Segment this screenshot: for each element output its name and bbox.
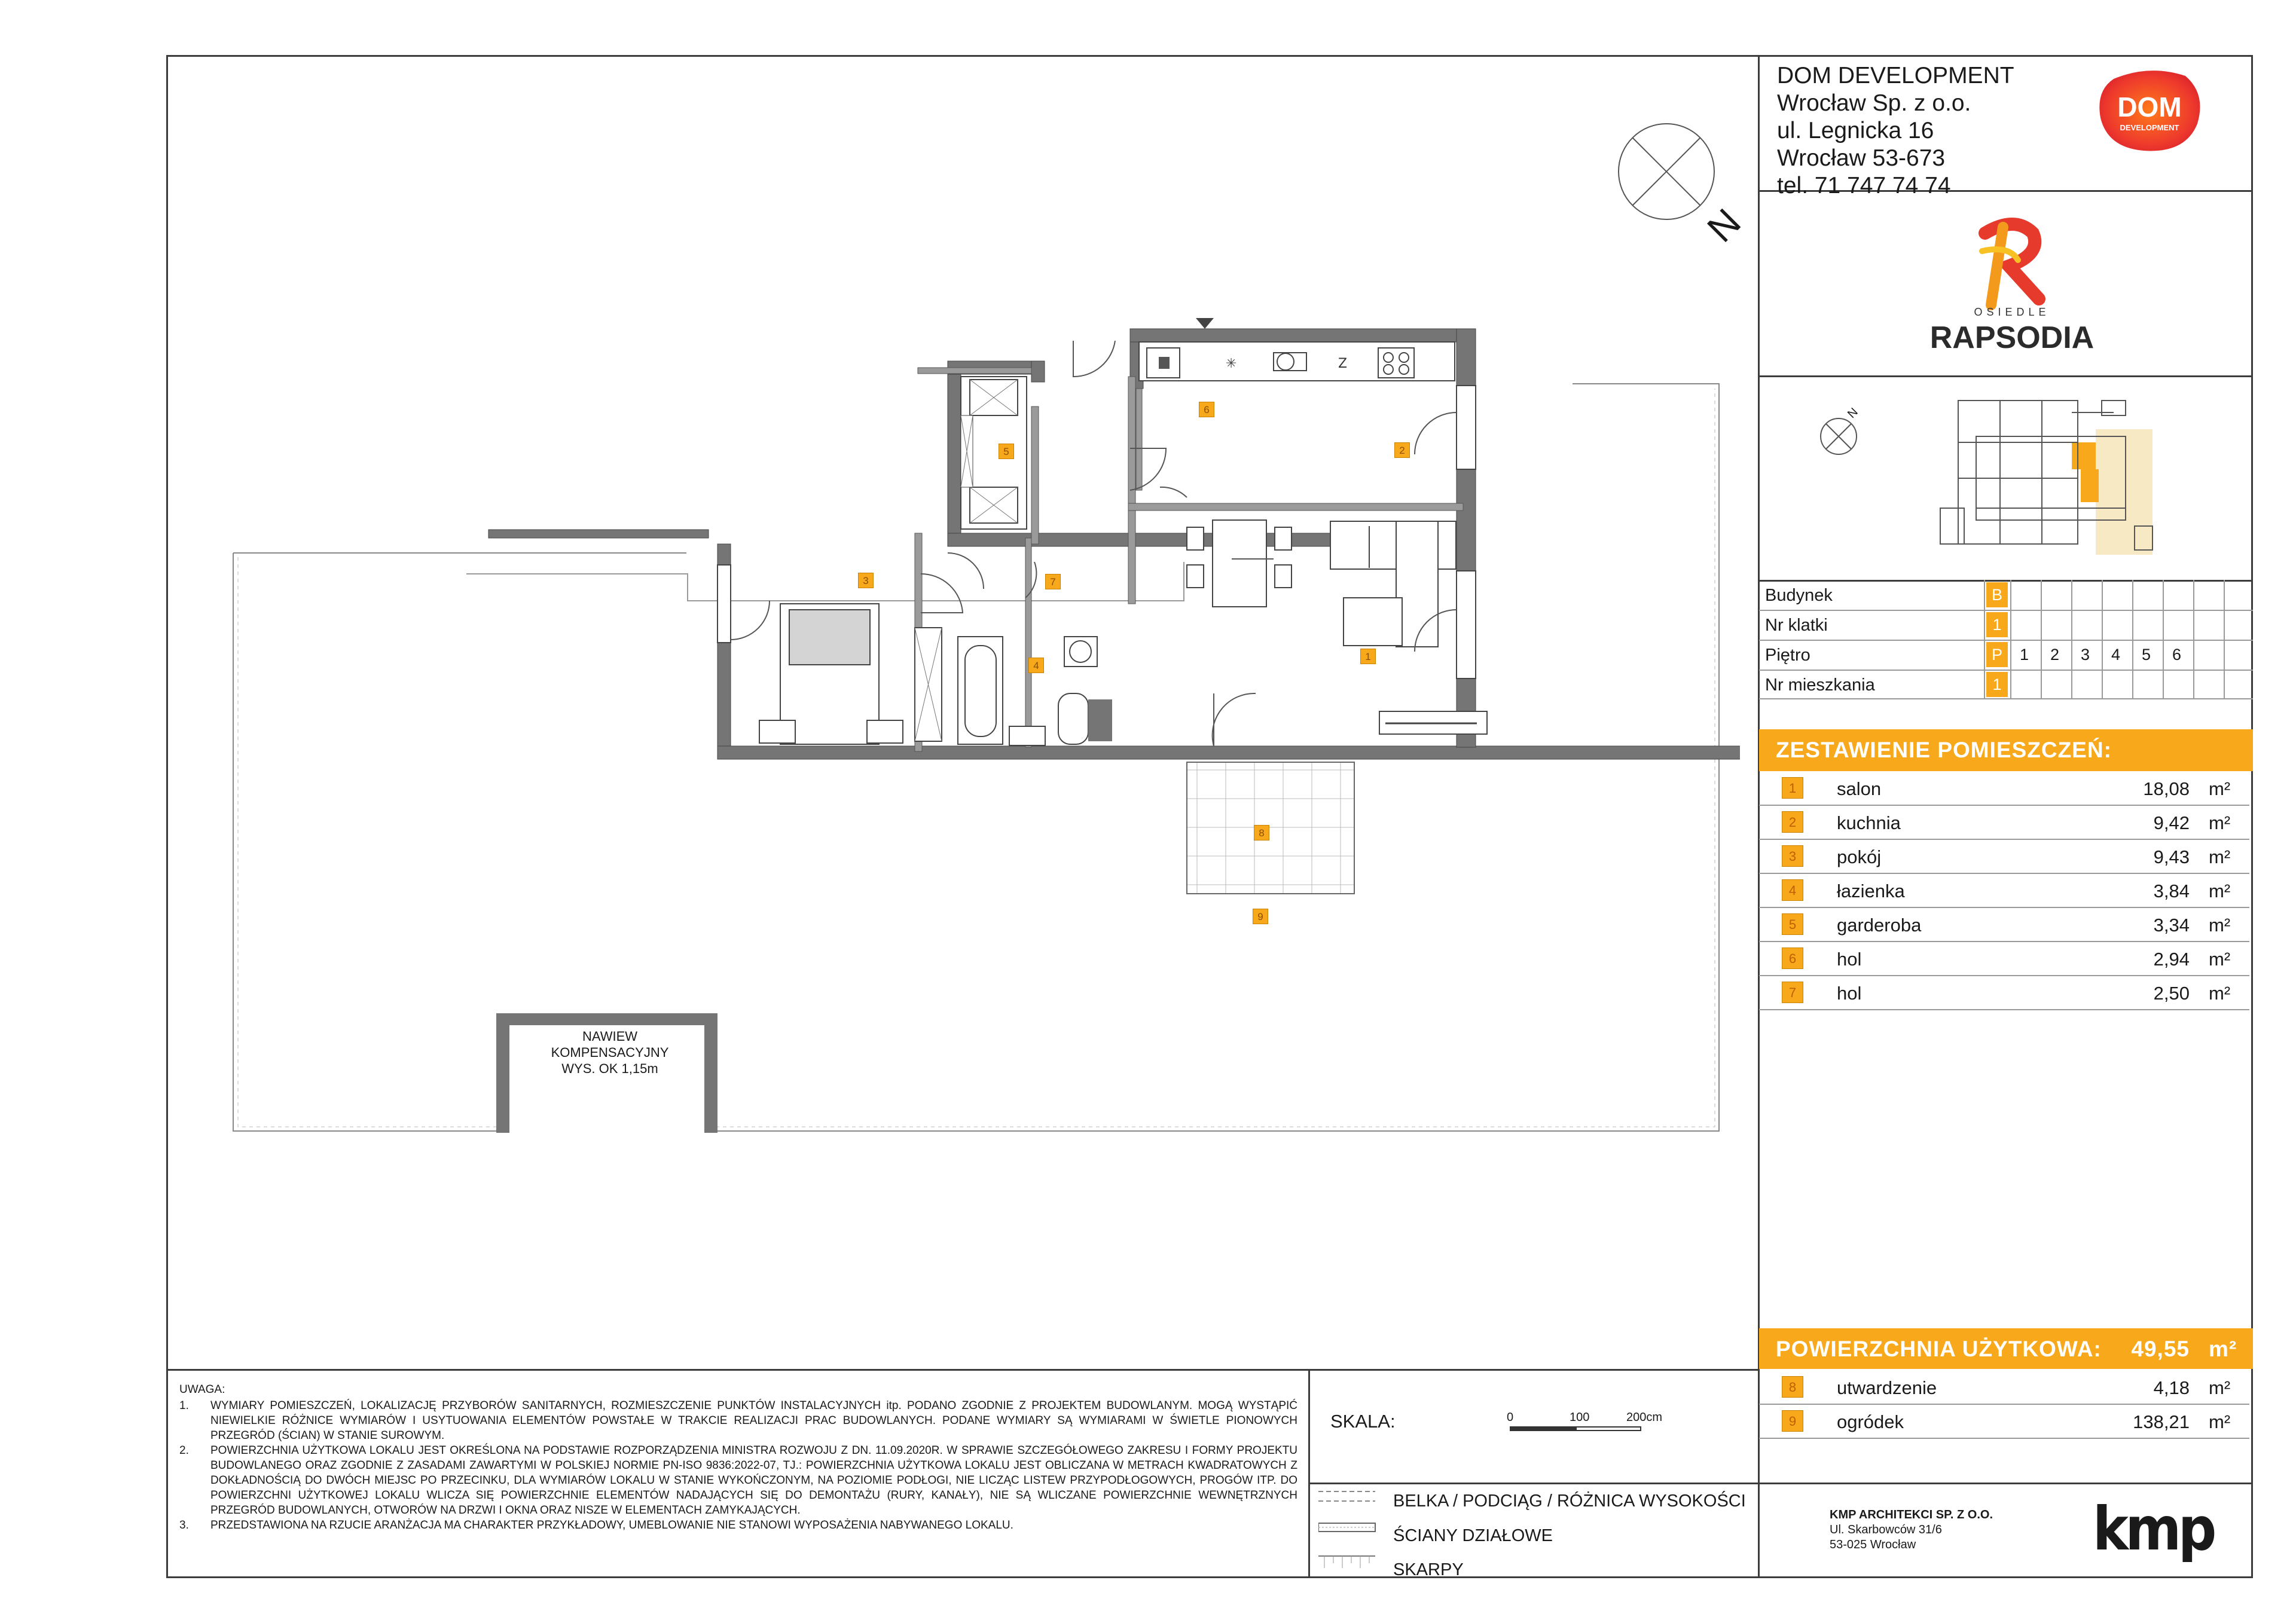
architect-name: KMP ARCHITEKCI SP. Z O.O. (1830, 1508, 1993, 1521)
scale-tick: 200cm (1626, 1411, 1663, 1424)
grid-line (2071, 580, 2072, 698)
room-area: 2,50 (2153, 983, 2190, 1004)
key-plan (1922, 389, 2233, 568)
developer-line: DOM DEVELOPMENT (1777, 63, 2014, 88)
floor-option: 4 (2111, 646, 2121, 664)
skylight-label (520, 1028, 700, 1077)
compass-small-icon (1812, 406, 1866, 460)
floor-option: 3 (2081, 646, 2090, 664)
extra-area: 4,18 (2153, 1377, 2190, 1398)
note-item (179, 1443, 1297, 1518)
room-unit: m² (2209, 949, 2231, 970)
footer-rule (1308, 1483, 2253, 1484)
grid-line (2193, 580, 2194, 698)
room-row (1759, 805, 2249, 840)
compass-icon (1614, 120, 1752, 257)
extra-number: 8 (1782, 1376, 1803, 1398)
extra-row (1759, 1404, 2249, 1439)
floor-plan (221, 311, 1740, 1148)
room-unit: m² (2209, 881, 2231, 901)
note-item (179, 1518, 1297, 1533)
room-row (1759, 839, 2249, 874)
legend-symbols (1318, 1484, 1378, 1574)
legend-slopes: SKARPY (1393, 1560, 1464, 1579)
grid-line (1984, 580, 1985, 698)
note-text: PRZEDSTAWIONA NA RZUCIE ARANŻACJA MA CHARAKTER PRZYKŁADOWY, UMEBLOWANIE NIE STANOWI WYPOSAŻENIA NABYWANEGO LOKALU. (210, 1519, 1013, 1532)
legend-partition-walls: ŚCIANY DZIAŁOWE (1393, 1526, 1553, 1545)
developer-line: Wrocław Sp. z o.o. (1777, 90, 1971, 116)
room-row (1759, 873, 2249, 908)
room-name: kuchnia (1837, 812, 1901, 833)
rapsodia-r-mark (1913, 209, 2111, 311)
room-name: salon (1837, 778, 1882, 799)
developer-address (1777, 62, 2014, 200)
rooms-header (1759, 729, 2253, 771)
room-unit: m² (2209, 983, 2231, 1004)
room-area: 3,34 (2153, 915, 2190, 936)
logo-text: DOM (2117, 91, 2182, 123)
room-row (1759, 976, 2249, 1010)
room-area: 9,42 (2153, 812, 2190, 833)
developer-line: tel. 71 747 74 74 (1777, 173, 1951, 198)
note-text: WYMIARY POMIESZCZEŃ, LOKALIZACJĘ PRZYBORÓW SANITARNYCH, ROZMIESZCZENIE PUNKTÓW INSTALACYJNYCH itp. PODANO ZGODNIE Z PROJEKTEM BUDOWLANYM. MOGĄ WYSTĄPIĆ NIEWIELKIE RÓŻNICE WYMIARÓW I USYTUOWANIA ELEMENTÓW POWSTAŁE W TRAKCIE REALIZACJI PRAC BUDOWLANYCH. PODANE WYMIARY SĄ WYMIARAMI W ŚWIETLE PIONOWYCH PRZEGRÓD (ŚCIAN) W STANIE SUROWYM. (210, 1399, 1297, 1442)
location-table (1759, 580, 2253, 699)
room-unit: m² (2209, 846, 2231, 867)
scale-tick: 100 (1570, 1411, 1590, 1424)
developer-line: ul. Legnicka 16 (1777, 118, 1934, 143)
room-area: 3,84 (2153, 881, 2190, 901)
scale-segment (1510, 1426, 1576, 1431)
room-row (1759, 907, 2249, 942)
room-name: garderoba (1837, 915, 1922, 936)
fridge-mark: Z (1338, 356, 1348, 371)
room-name: hol (1837, 983, 1862, 1004)
scale-label: SKALA: (1330, 1411, 1396, 1432)
room-tag-6: 6 (1199, 402, 1214, 417)
room-unit: m² (2209, 915, 2231, 936)
notes-title: UWAGA: (179, 1383, 225, 1396)
room-unit: m² (2209, 812, 2231, 833)
total-area-bar (1759, 1328, 2253, 1369)
extra-row (1759, 1370, 2249, 1405)
grid-line (2010, 580, 2011, 698)
extra-name: utwardzenie (1837, 1377, 1937, 1398)
location-label: Nr klatki (1765, 616, 1828, 635)
floor-option: 6 (2172, 646, 2182, 664)
note-item (179, 1398, 1297, 1443)
architect-street: Ul. Skarbowców 31/6 (1830, 1523, 1942, 1536)
room-tag-1: 1 (1360, 649, 1376, 664)
extra-area: 138,21 (2133, 1411, 2190, 1432)
room-number: 4 (1782, 879, 1803, 901)
room-row (1759, 771, 2249, 806)
kmp-logo: kmp (2093, 1494, 2213, 1564)
footer-rule (166, 1369, 1758, 1371)
room-tag-4: 4 (1028, 658, 1044, 673)
skylight-line: KOMPENSACYJNY (551, 1045, 669, 1060)
compass-small-label: N (1845, 405, 1861, 421)
total-area-unit: m² (2209, 1337, 2237, 1361)
note-number: 2. (179, 1444, 189, 1457)
scale-segment (1576, 1426, 1641, 1431)
note-number: 3. (179, 1519, 189, 1532)
floor-option: 5 (2142, 646, 2151, 664)
developer-line: Wrocław 53-673 (1777, 145, 1946, 171)
room-tag-9: 9 (1253, 909, 1268, 924)
scale-tick: 0 (1507, 1411, 1514, 1424)
grid-line (2132, 580, 2133, 698)
room-unit: m² (2209, 778, 2231, 799)
skylight-line: NAWIEW (582, 1029, 638, 1044)
note-text: POWIERZCHNIA UŻYTKOWA LOKALU JEST OKREŚLONA NA PODSTAWIE ROZPORZĄDZENIA MINISTRA ROZWOJU Z DN. 11.09.2020R. W SPRAWIE SZCZEGÓŁOWEGO ZAKRESU I FORMY PROJEKTU BUDOWLANEGO ORAZ ZGODNIE Z ZASADAMI ZAWARTYMI W POLSKIEJ NORMIE PN-ISO 9836:2022-07, TJ.: POWIERZCHNIA UŻYTKOWA LOKALU JEST OBLICZANA W METRACH KWADRATOWYCH Z DOKŁADNOŚCIĄ DO DWÓCH MIEJSC PO PRZECINKU, DLA WYMIARÓW LOKALU W STANIE WYKOŃCZONYM, NA POZIOMIE PODŁOGI, NIE LICZĄC LISTEW PRZYPODŁOGOWYCH, PROGÓW ITP. DO POWIERZCHNI UŻYTKOWEJ LOKALU WLICZA SIĘ POWIERZCHNIE ELEMENTÓW NADAJĄCYCH SIĘ DO DEMONTAŻU (RURY, KANAŁY), NIE SĄ WLICZANE POWIERZCHNIE WEWNĘTRZNYCH PRZEGRÓD BUDOWLANYCH, OTWORÓW NA DRZWI I OKNA ORAZ NISZE W ELEMENTACH ZAMYKAJĄCYCH. (210, 1444, 1297, 1517)
location-value: 1 (1986, 612, 2008, 637)
skylight-line: WYS. OK 1,15m (561, 1061, 658, 1076)
grid-line (2102, 580, 2103, 698)
room-name: łazienka (1837, 881, 1905, 901)
sidebar-rule (1758, 375, 2253, 377)
note-number: 1. (179, 1399, 189, 1412)
room-area: 2,94 (2153, 949, 2190, 970)
location-row-apartment (1759, 670, 2253, 699)
grid-line (2163, 580, 2164, 698)
location-value: 1 (1986, 672, 2008, 697)
scale-bar (1507, 1411, 1686, 1447)
location-label: Piętro (1765, 646, 1810, 665)
location-row-stair (1759, 610, 2253, 641)
room-area: 18,08 (2143, 778, 2190, 799)
compass-label: N (1699, 200, 1749, 250)
architect-info (1830, 1508, 1993, 1552)
room-name: hol (1837, 949, 1862, 970)
room-tag-3: 3 (858, 573, 874, 588)
legend-beam: BELKA / PODCIĄG / RÓŻNICA WYSOKOŚCI (1393, 1491, 1746, 1511)
room-number: 5 (1782, 913, 1803, 935)
footer-divider (1308, 1369, 1310, 1578)
footer-divider (1758, 1483, 1760, 1578)
room-tag-5: 5 (999, 444, 1014, 459)
grid-line (2224, 580, 2225, 698)
extras-list (1759, 1370, 2253, 1442)
notes (179, 1382, 1297, 1533)
room-number: 3 (1782, 845, 1803, 867)
location-value: B (1986, 582, 2008, 607)
floor-option: 1 (2020, 646, 2029, 664)
architect-city: 53-025 Wrocław (1830, 1538, 1916, 1551)
total-area-label: POWIERZCHNIA UŻYTKOWA: (1776, 1337, 2102, 1361)
room-name: pokój (1837, 846, 1882, 867)
floor-option: 2 (2050, 646, 2060, 664)
location-row-floor (1759, 640, 2253, 671)
extra-name: ogródek (1837, 1411, 1904, 1432)
svg-text:✳: ✳ (1226, 356, 1237, 371)
location-label: Budynek (1765, 586, 1833, 605)
extra-unit: m² (2209, 1377, 2231, 1398)
room-number: 1 (1782, 777, 1803, 799)
room-tag-8: 8 (1254, 825, 1269, 840)
room-number: 7 (1782, 982, 1803, 1003)
location-value: P (1986, 642, 2008, 667)
room-tag-7: 7 (1045, 574, 1061, 589)
logo-subtext: DEVELOPMENT (2120, 123, 2179, 132)
room-number: 2 (1782, 811, 1803, 833)
location-row-building (1759, 580, 2253, 611)
room-tag-2: 2 (1394, 442, 1410, 458)
extra-number: 9 (1782, 1410, 1803, 1432)
rooms-list (1759, 771, 2253, 1010)
rapsodia-logo (1913, 209, 2111, 359)
floor-plan-drawing (221, 311, 1740, 1148)
room-area: 9,43 (2153, 846, 2190, 867)
extra-unit: m² (2209, 1411, 2231, 1432)
rooms-header-label: ZESTAWIENIE POMIESZCZEŃ: (1776, 738, 2112, 762)
room-row (1759, 942, 2249, 976)
location-label: Nr mieszkania (1765, 676, 1875, 695)
project-name: RAPSODIA (1929, 320, 2095, 355)
dom-development-logo (2096, 67, 2203, 157)
room-number: 6 (1782, 947, 1803, 969)
total-area-value: 49,55 (2131, 1337, 2190, 1361)
grid-line (2041, 580, 2042, 698)
project-overline: OSIEDLE (1974, 306, 2050, 318)
